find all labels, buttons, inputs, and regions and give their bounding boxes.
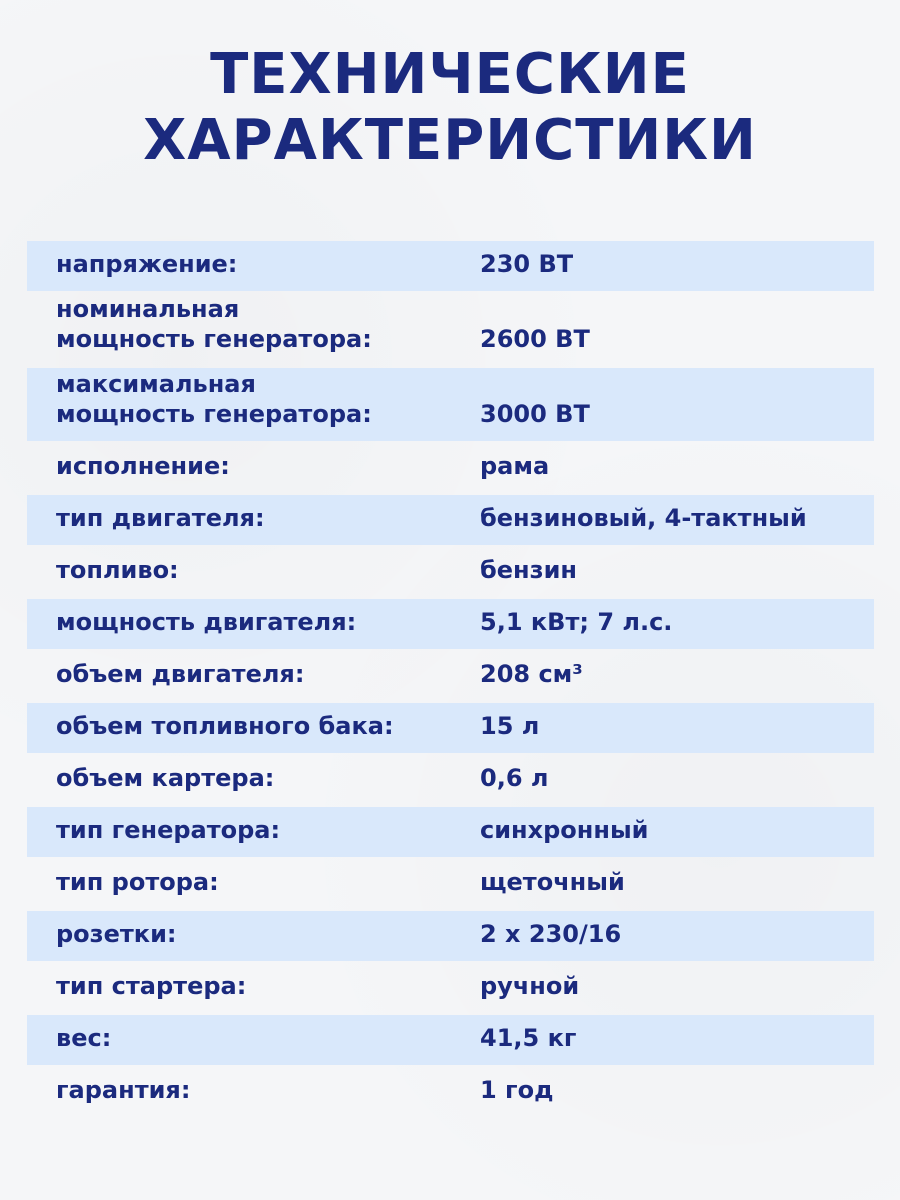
spec-row-crankcase [27, 755, 874, 805]
spec-row-fuel-tank [27, 703, 874, 753]
spec-row-voltage [27, 241, 874, 291]
spec-label: тип двигателя: [56, 504, 265, 532]
spec-label: гарантия: [56, 1076, 191, 1104]
spec-label-line2: мощность генератора: [56, 400, 372, 428]
spec-row-engine-volume [27, 651, 874, 701]
spec-label: объем двигателя: [56, 660, 305, 688]
spec-row-sockets [27, 911, 874, 961]
spec-table [27, 241, 874, 1119]
spec-value: 41,5 кг [480, 1024, 577, 1052]
spec-value: 15 л [480, 712, 540, 740]
spec-row-max-power [27, 368, 874, 441]
spec-value: 230 ВТ [480, 250, 574, 278]
spec-label: напряжение: [56, 250, 238, 278]
spec-row-engine-power [27, 599, 874, 649]
page-title-line1: ТЕХНИЧЕСКИЕ [210, 42, 690, 107]
spec-value: бензин [480, 556, 577, 584]
spec-row-generator-type [27, 807, 874, 857]
spec-label-line2: мощность генератора: [56, 325, 372, 353]
spec-value: 0,6 л [480, 764, 549, 792]
page-title [0, 42, 900, 174]
spec-label [56, 294, 372, 354]
spec-row-fuel [27, 547, 874, 597]
spec-value: ручной [480, 972, 580, 1000]
spec-label: вес: [56, 1024, 112, 1052]
spec-row-starter [27, 963, 874, 1013]
spec-row-weight [27, 1015, 874, 1065]
spec-label: розетки: [56, 920, 177, 948]
spec-label: объем топливного бака: [56, 712, 394, 740]
spec-value: 1 год [480, 1076, 554, 1104]
spec-label: тип генератора: [56, 816, 281, 844]
spec-value: 2600 ВТ [480, 325, 590, 353]
spec-row-warranty [27, 1067, 874, 1117]
spec-row-design [27, 443, 874, 493]
spec-label: мощность двигателя: [56, 608, 357, 636]
spec-label-line1: номинальная [56, 295, 240, 323]
spec-value: 5,1 кВт; 7 л.с. [480, 608, 673, 636]
spec-label: тип стартера: [56, 972, 247, 1000]
spec-label: тип ротора: [56, 868, 219, 896]
spec-value: 2 х 230/16 [480, 920, 622, 948]
spec-value: щеточный [480, 868, 625, 896]
spec-label [56, 369, 372, 429]
spec-row-rated-power [27, 293, 874, 366]
spec-value: синхронный [480, 816, 649, 844]
spec-value: 3000 ВТ [480, 400, 590, 428]
spec-label: топливо: [56, 556, 179, 584]
spec-value: 208 см³ [480, 660, 583, 688]
spec-label: объем картера: [56, 764, 275, 792]
spec-label: исполнение: [56, 452, 230, 480]
spec-row-rotor-type [27, 859, 874, 909]
spec-label-line1: максимальная [56, 370, 256, 398]
spec-value: рама [480, 452, 550, 480]
spec-row-engine-type [27, 495, 874, 545]
page-title-line2: ХАРАКТЕРИСТИКИ [143, 108, 757, 173]
spec-value: бензиновый, 4-тактный [480, 504, 807, 532]
